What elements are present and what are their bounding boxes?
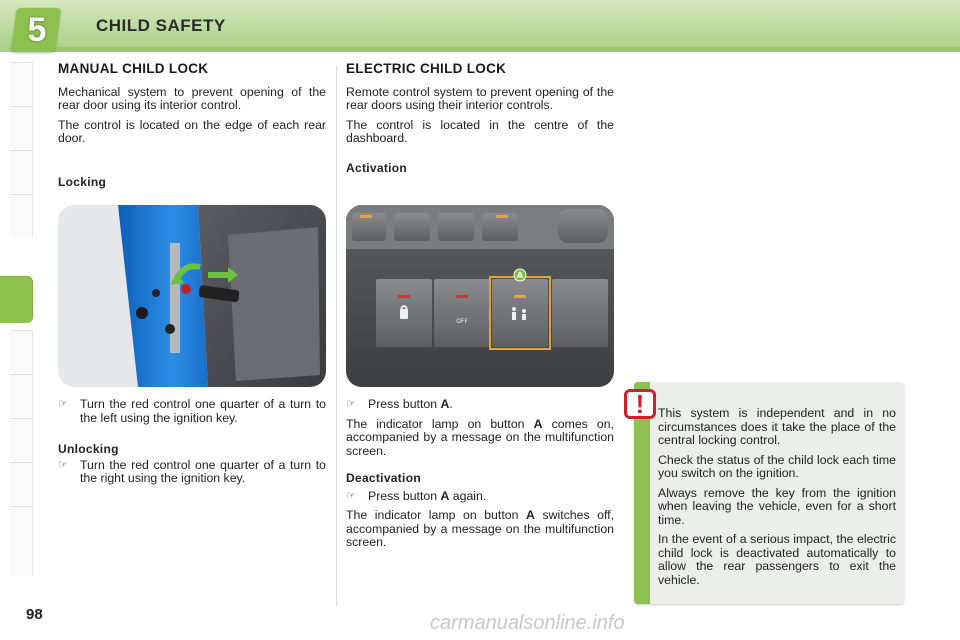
button-a-callout: A	[516, 271, 524, 280]
red-control	[181, 284, 191, 294]
column-divider	[336, 66, 337, 606]
dashboard-photo	[346, 205, 614, 387]
header-underline	[40, 47, 960, 52]
chapter-tab-active[interactable]	[0, 276, 33, 323]
door-edge-photo	[58, 205, 326, 387]
locking-instructions	[58, 398, 326, 492]
note-paragraph-1: This system is independent and in no circumstances does it take the place of the central locking control.	[658, 406, 896, 447]
warning-note-text	[658, 407, 896, 593]
chapter-tab[interactable]	[10, 150, 33, 193]
unlocking-bullet: Turn the red control one quarter of a turn to the right using the ignition key.	[80, 457, 326, 485]
note-paragraph-4: In the event of a serious impact, the electric child lock is deactivated automatically to allow the rear passengers to exit the vehicle.	[658, 532, 896, 587]
chapter-tab[interactable]	[10, 506, 33, 575]
door-lock-illustration	[58, 205, 326, 387]
manual-intro-2: The control is located on the edge of each rear door.	[58, 117, 326, 145]
button-a-label: A	[440, 488, 450, 503]
button-a-label: A	[533, 416, 543, 431]
chapter-tab[interactable]	[10, 462, 33, 505]
activation-title: Activation	[346, 160, 408, 175]
activation-instructions: ☞ Press button A. The indicator lamp on button A comes on, accompanied by a message on the multifunction screen. Deactivation ☞ Press button A again. The indicator lamp on button A switches off, accompanied by a message on the multifunction screen.	[346, 397, 615, 549]
chapter-tab[interactable]	[10, 418, 33, 461]
hand-pointer-icon: ☞	[58, 458, 68, 471]
button-a-label: A	[440, 397, 450, 411]
off-label: OFF	[456, 318, 468, 325]
locking-title: Locking	[58, 174, 107, 189]
electric-child-lock-section	[346, 62, 614, 175]
footer-watermark: carmanualsonline.info	[430, 612, 625, 634]
chapter-number: 5	[27, 11, 47, 49]
hand-pointer-icon: ☞	[346, 398, 356, 410]
chapter-tab[interactable]	[10, 374, 33, 417]
child-lock-button	[492, 279, 548, 347]
deactivation-text-2: switches off, accompanied by a message on the multifunction screen.	[346, 508, 615, 549]
electric-child-lock-title: ELECTRIC CHILD LOCK	[346, 61, 507, 76]
exclamation-icon: !	[624, 389, 656, 419]
alarm-button	[434, 279, 490, 347]
manual-child-lock-section	[58, 62, 326, 189]
manual-child-lock-title: MANUAL CHILD LOCK	[58, 61, 209, 76]
deactivation-bullet-suffix: again.	[452, 488, 487, 503]
deactivation-text-1: The indicator lamp on button	[346, 508, 519, 522]
electric-intro-1: Remote control system to prevent opening of the rear doors using their interior controls.	[346, 84, 614, 112]
deactivation-bullet-text: Press button	[368, 488, 438, 503]
electric-intro-2: The control is located in the centre of the dashboard.	[346, 117, 614, 145]
page-number: 98	[26, 606, 43, 623]
chapter-tab[interactable]	[10, 62, 33, 105]
indicator-lamp	[514, 295, 526, 298]
chapter-tab[interactable]	[10, 194, 33, 237]
note-paragraph-3: Always remove the key from the ignition when leaving the vehicle, even for a short time.	[658, 485, 896, 527]
activation-text-1: The indicator lamp on button	[346, 416, 525, 431]
chapter-tab[interactable]	[10, 106, 33, 149]
locking-bullet: Turn the red control one quarter of a turn to the left using the ignition key.	[80, 397, 326, 425]
activation-text-2: comes on, accompanied by a message on the multifunction screen.	[346, 416, 615, 458]
chapter-tabs	[0, 62, 36, 578]
activation-bullet-text: Press button	[368, 397, 438, 411]
hand-pointer-icon: ☞	[346, 489, 356, 502]
note-paragraph-2: Check the status of the child lock each time you switch on the ignition.	[658, 452, 896, 480]
chapter-tab[interactable]	[10, 330, 33, 373]
hand-pointer-icon: ☞	[58, 398, 68, 410]
deactivation-title: Deactivation	[346, 471, 421, 485]
chapter-title: CHILD SAFETY	[96, 16, 226, 35]
manual-intro-1: Mechanical system to prevent opening of the rear door using its interior control.	[58, 84, 326, 112]
button-a-label: A	[525, 508, 535, 522]
dashboard-buttons-illustration	[346, 205, 614, 387]
unlocking-title: Unlocking	[58, 442, 119, 456]
